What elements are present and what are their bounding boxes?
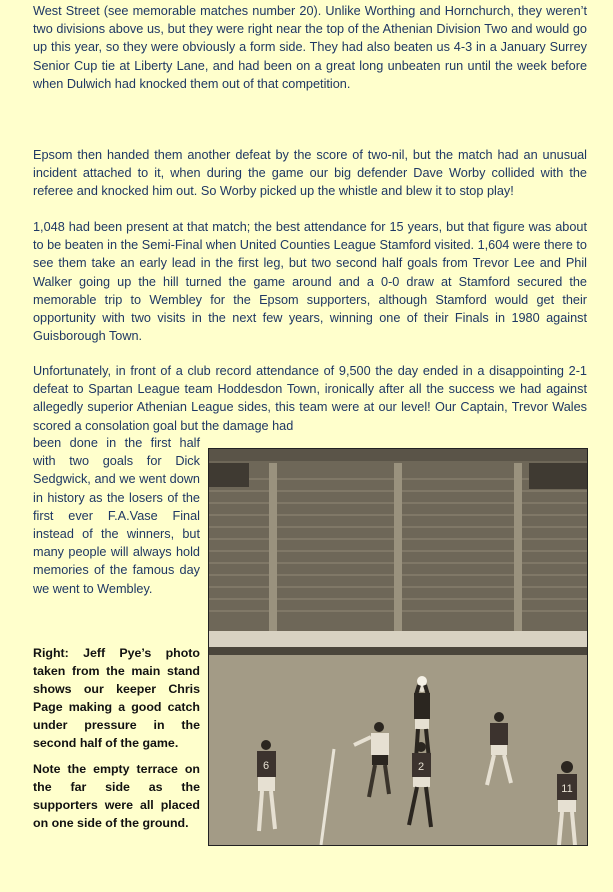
perimeter-wall <box>209 631 587 647</box>
article-paragraph-2: Epsom then handed them another defeat by the score of two-nil, but the match had an unusual incident attached to it, when during the game our big defender Dave Worby collided with the referee and knocked him out. So Worby picked up the whistle and blew it to stop play! <box>33 148 587 199</box>
article-paragraph-1: West Street (see memorable matches number 20). Unlike Worthing and Hornchurch, they weren’t two divisions above us, but they were right near the top of the Athenian Division Two and would go up this year, so they were obviously a form side. They had also beaten us 4-3 in a January Surrey Senior Cup tie at Liberty Lane, and had been on a great long unbeaten run until the week before when Dulwich had knocked them out of that competition. <box>33 4 587 91</box>
match-photo-illustration <box>209 449 587 845</box>
stand-entrance-right <box>529 463 587 489</box>
photo-caption: Right: Jeff Pye’s photo taken from the main stand shows our keeper Chris Page making a good catch under pressure in the second half of the game. <box>33 646 200 750</box>
match-photo <box>208 448 588 846</box>
article-paragraph-3: 1,048 had been present at that match; the best attendance for 15 years, but that figure was about to be beaten in the Semi-Final when United Counties League Stamford visited. 1,604 were there to see them take an early lead in the first leg, but two second half goals from Trevor Lee and Phil Walker going up the hill turned the game around and a 0-0 draw at Stamford secured the memorable trip to Wembley for the Epsom supporters, although Stamford would get their opportunity with two visits in the next few years, winning one of their Finals in 1980 against Guisborough Town. <box>33 220 587 344</box>
track <box>209 647 587 655</box>
pitch <box>209 655 587 845</box>
shirt-number: 11 <box>561 783 573 795</box>
photo-caption-note: Note the empty terrace on the far side as the supporters were all placed on one side of the ground. <box>33 762 200 830</box>
shirt-number: 2 <box>417 761 425 773</box>
football <box>417 676 427 686</box>
shirt-number: 6 <box>262 760 270 772</box>
stand-entrance-left <box>209 463 249 487</box>
stand-roof <box>209 449 587 461</box>
article-paragraph-5: been done in the first half with two goals for Dick Sedgwick, and we went down in history as the losers of the first ever F.A.Vase Final instead of the winners, but many people will always hold memories of the famous day we went to Wembley. <box>33 436 200 596</box>
article-paragraph-4: Unfortunately, in front of a club record attendance of 9,500 the day ended in a disappointing 2-1 defeat to Spartan League team Hoddesdon Town, ironically after all the success we had against allegedly superior Athenian League sides, this team were at our level! Our Captain, Trevor Wales scored a consolation goal but the damage had <box>33 364 587 433</box>
